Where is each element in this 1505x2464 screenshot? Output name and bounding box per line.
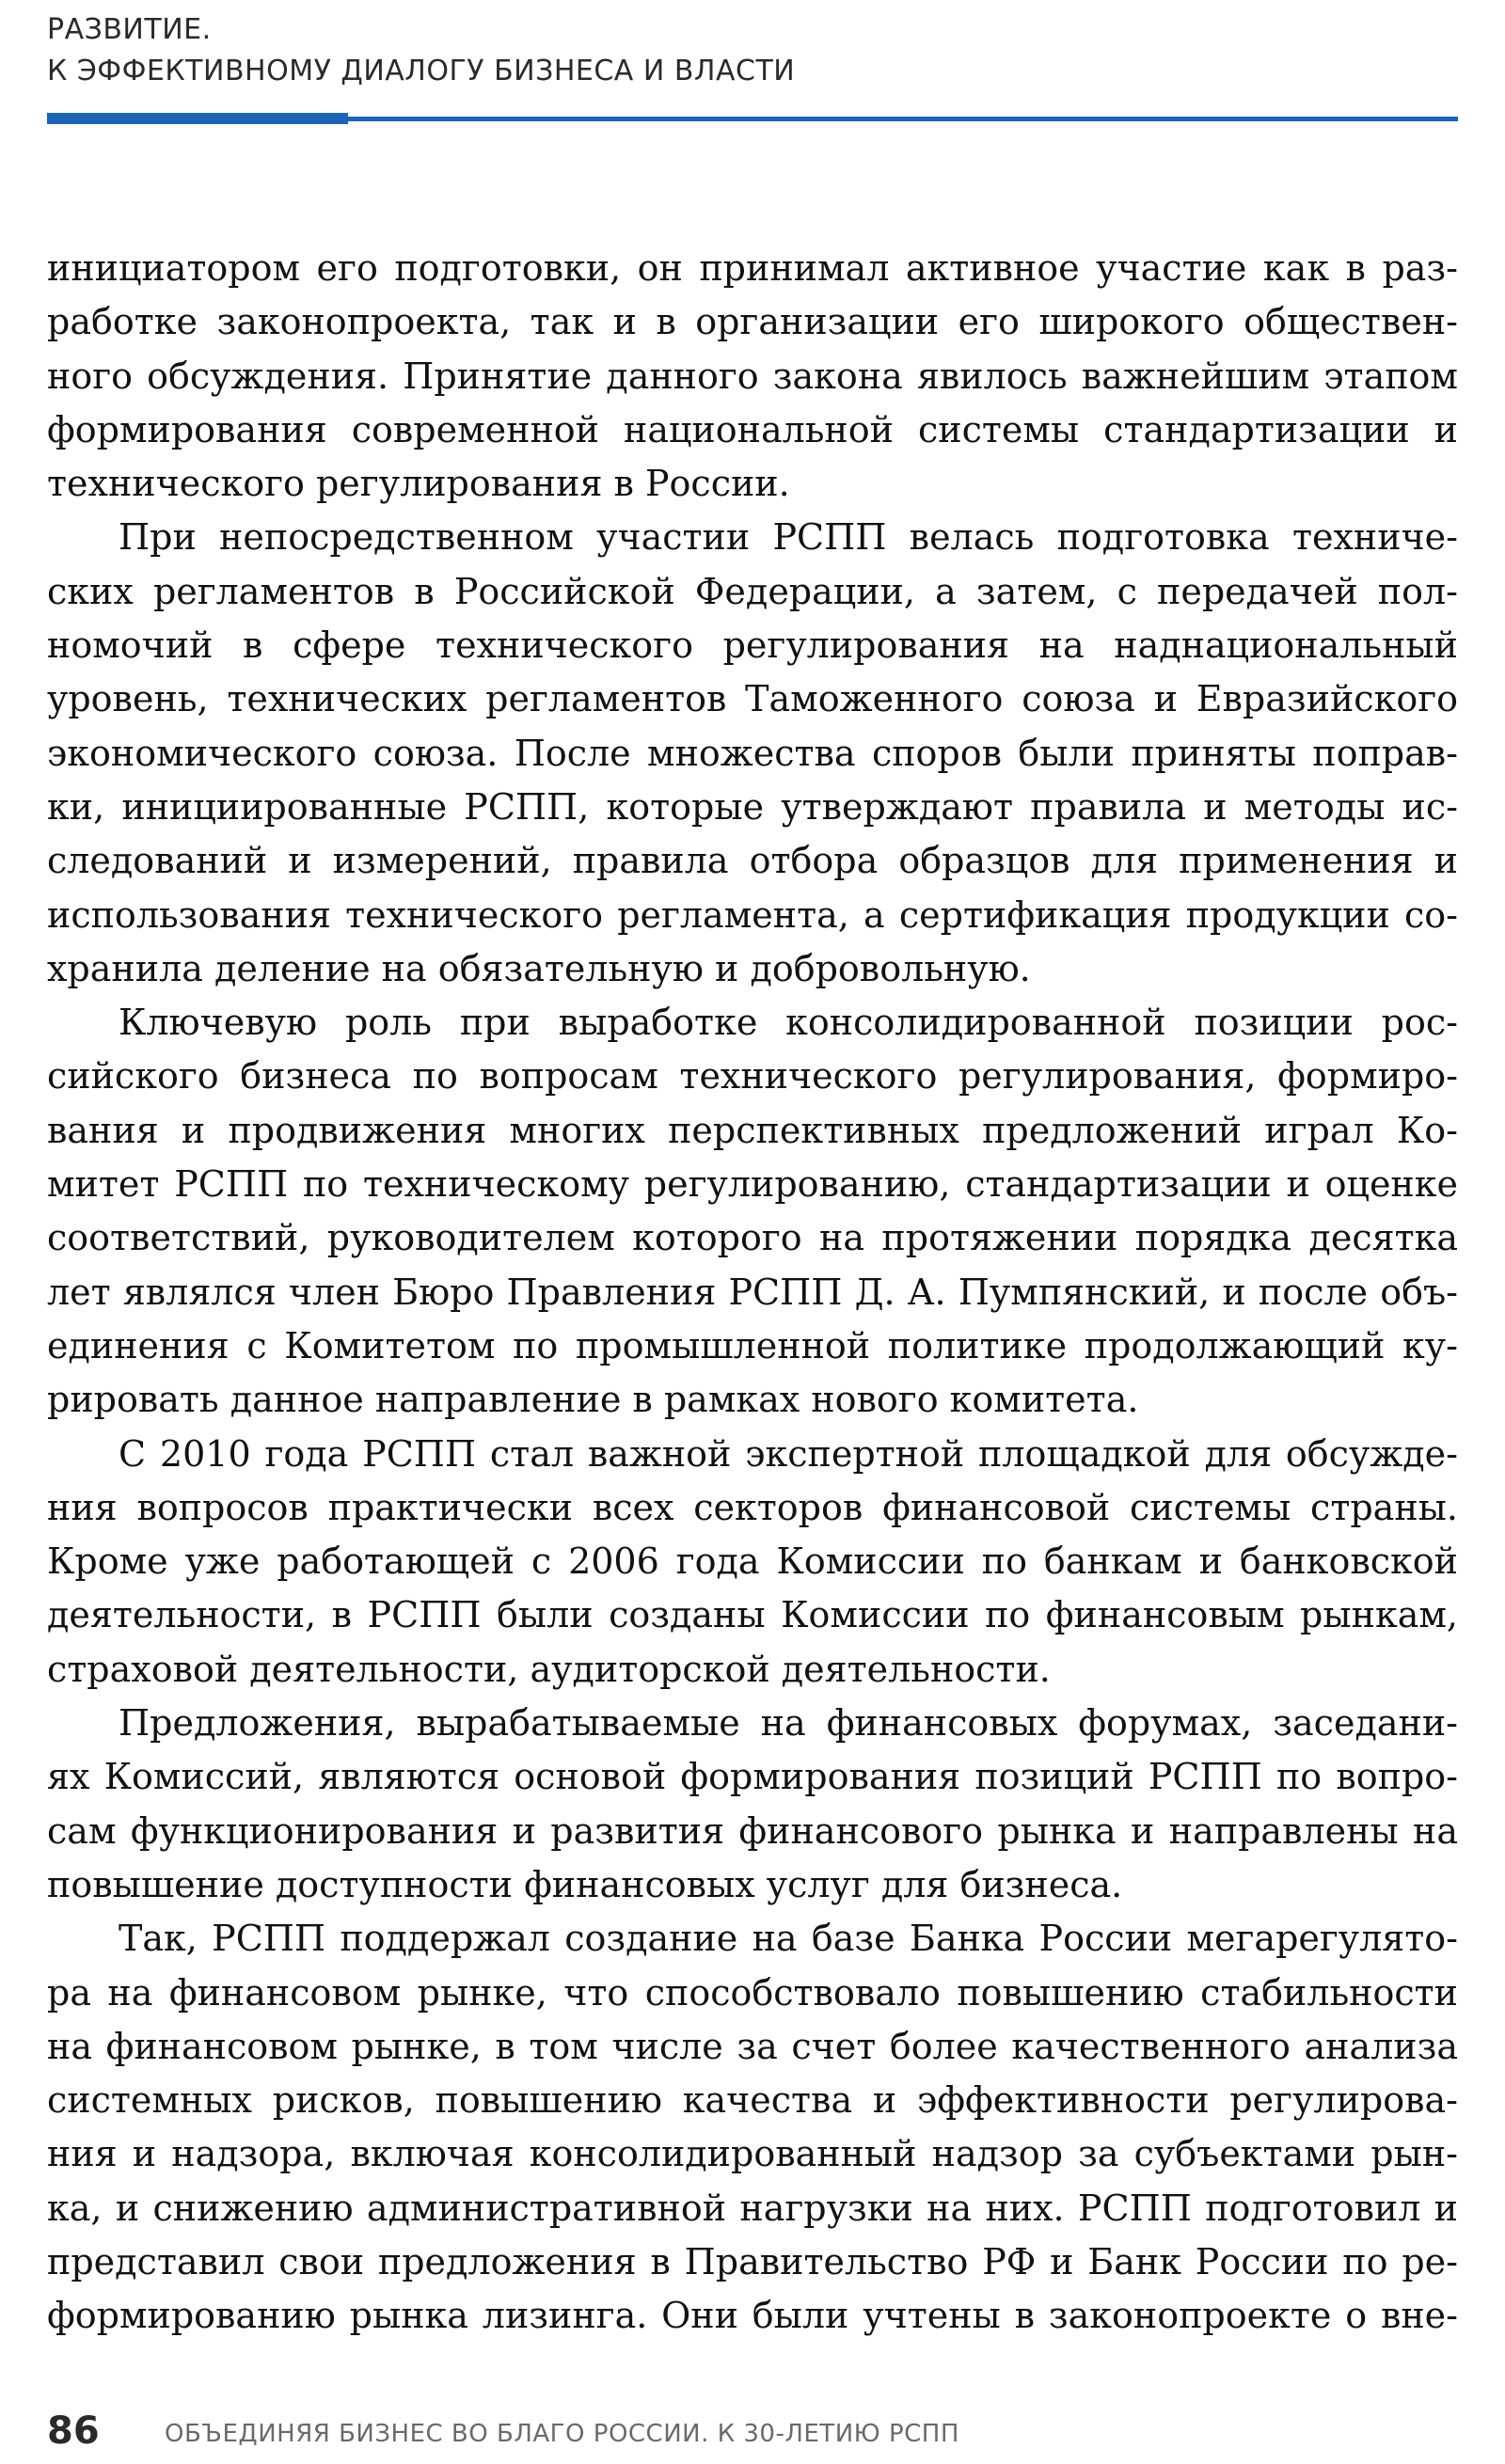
text-line: формированию рынка лизинга. Они были учтены в законопроекте о вне- xyxy=(47,2295,1458,2337)
paragraph xyxy=(47,1428,1458,1697)
header-rule-accent xyxy=(47,113,348,124)
paragraph xyxy=(47,511,1458,996)
paragraph xyxy=(47,1912,1458,2343)
text-line: страховой деятельности, аудиторской деятельности. xyxy=(47,1648,1051,1690)
text-line: Предложения, вырабатываемые на финансовых форумах, заседани- xyxy=(119,1702,1458,1745)
text-line: следований и измерений, правила отбора образцов для применения и xyxy=(47,840,1458,882)
text-line: соответствий, руководителем которого на протяжении порядка десятка xyxy=(47,1217,1458,1259)
paragraph xyxy=(47,242,1458,511)
footer-book-title: ОБЪЕДИНЯЯ БИЗНЕС ВО БЛАГО РОССИИ. К 30-ЛЕТИЮ РСПП xyxy=(165,2420,959,2448)
text-line: Ключевую роль при выработке консолидированной позиции рос- xyxy=(119,1002,1458,1044)
text-line: ки, инициированные РСПП, которые утверждают правила и методы ис- xyxy=(47,785,1458,828)
text-line: Кроме уже работающей с 2006 года Комиссии по банкам и банковской xyxy=(47,1540,1458,1583)
text-line: технического регулирования в России. xyxy=(47,463,790,505)
text-line: Так, РСПП поддержал создание на базе Банка России мегарегулято- xyxy=(119,1918,1458,1960)
text-line: сийского бизнеса по вопросам технического регулирования, формиро- xyxy=(47,1055,1458,1098)
page-number: 86 xyxy=(47,2409,100,2453)
page-footer xyxy=(47,2408,1458,2455)
text-line: ра на финансовом рынке, что способствовало повышению стабильности xyxy=(47,1971,1458,2014)
text-line: уровень, технических регламентов Таможенного союза и Евразийского xyxy=(47,678,1458,720)
text-line: системных рисков, повышению качества и эффективности регулирова- xyxy=(47,2079,1458,2122)
text-line: ка, и снижению административной нагрузки на них. РСПП подготовил и xyxy=(47,2187,1458,2229)
text-line: на финансовом рынке, в том числе за счет более качественного анализа xyxy=(47,2025,1458,2067)
text-line: рировать данное направление в рамках нового комитета. xyxy=(47,1379,1139,1421)
header-section-title: РАЗВИТИЕ. xyxy=(47,13,212,46)
text-line: работке законопроекта, так и в организации его широкого обществен- xyxy=(47,301,1458,343)
text-line: сам функционирования и развития финансового рынка и направлены на xyxy=(47,1809,1458,1852)
text-line: ях Комиссий, являются основой формирования позиций РСПП по вопро- xyxy=(47,1756,1458,1798)
text-line: инициатором его подготовки, он принимал активное участие как в раз- xyxy=(47,247,1458,289)
paragraph xyxy=(47,1697,1458,1912)
text-line: ного обсуждения. Принятие данного закона явилось важнейшим этапом xyxy=(47,355,1458,397)
text-line: ских регламентов в Российской Федерации, а затем, с передачей пол- xyxy=(47,570,1458,612)
text-line: митет РСПП по техническому регулированию, стандартизации и оценке xyxy=(47,1163,1458,1206)
text-line: ния вопросов практически всех секторов финансовой системы страны. xyxy=(47,1486,1458,1528)
text-line: номочий в сфере технического регулирования на наднациональный xyxy=(47,624,1458,667)
body-text xyxy=(47,242,1458,2344)
text-line: лет являлся член Бюро Правления РСПП Д. А. Пумпянский, и после объ- xyxy=(47,1271,1458,1313)
text-line: вания и продвижения многих перспективных предложений играл Ко- xyxy=(47,1109,1458,1151)
text-line: представил свои предложения в Правительство РФ и Банк России по ре- xyxy=(47,2240,1458,2282)
header-chapter-title: К ЭФФЕКТИВНОМУ ДИАЛОГУ БИЗНЕСА И ВЛАСТИ xyxy=(47,55,796,87)
text-line: При непосредственном участии РСПП велась подготовка техниче- xyxy=(119,516,1458,559)
text-line: хранила деление на обязательную и добровольную. xyxy=(47,947,1031,989)
text-line: единения с Комитетом по промышленной политике продолжающий ку- xyxy=(47,1324,1458,1366)
running-header xyxy=(47,9,1458,92)
text-line: повышение доступности финансовых услуг для бизнеса. xyxy=(47,1863,1123,1905)
text-line: экономического союза. После множества споров были приняты поправ- xyxy=(47,732,1458,774)
text-line: ния и надзора, включая консолидированный надзор за субъектами рын- xyxy=(47,2133,1458,2175)
text-line: использования технического регламента, а сертификация продукции со- xyxy=(47,893,1458,936)
paragraph xyxy=(47,996,1458,1427)
text-line: формирования современной национальной системы стандартизации и xyxy=(47,408,1458,450)
text-line: деятельности, в РСПП были созданы Комиссии по финансовым рынкам, xyxy=(47,1594,1458,1636)
header-rule xyxy=(47,113,1458,124)
text-line: С 2010 года РСПП стал важной экспертной площадкой для обсужде- xyxy=(119,1432,1458,1475)
